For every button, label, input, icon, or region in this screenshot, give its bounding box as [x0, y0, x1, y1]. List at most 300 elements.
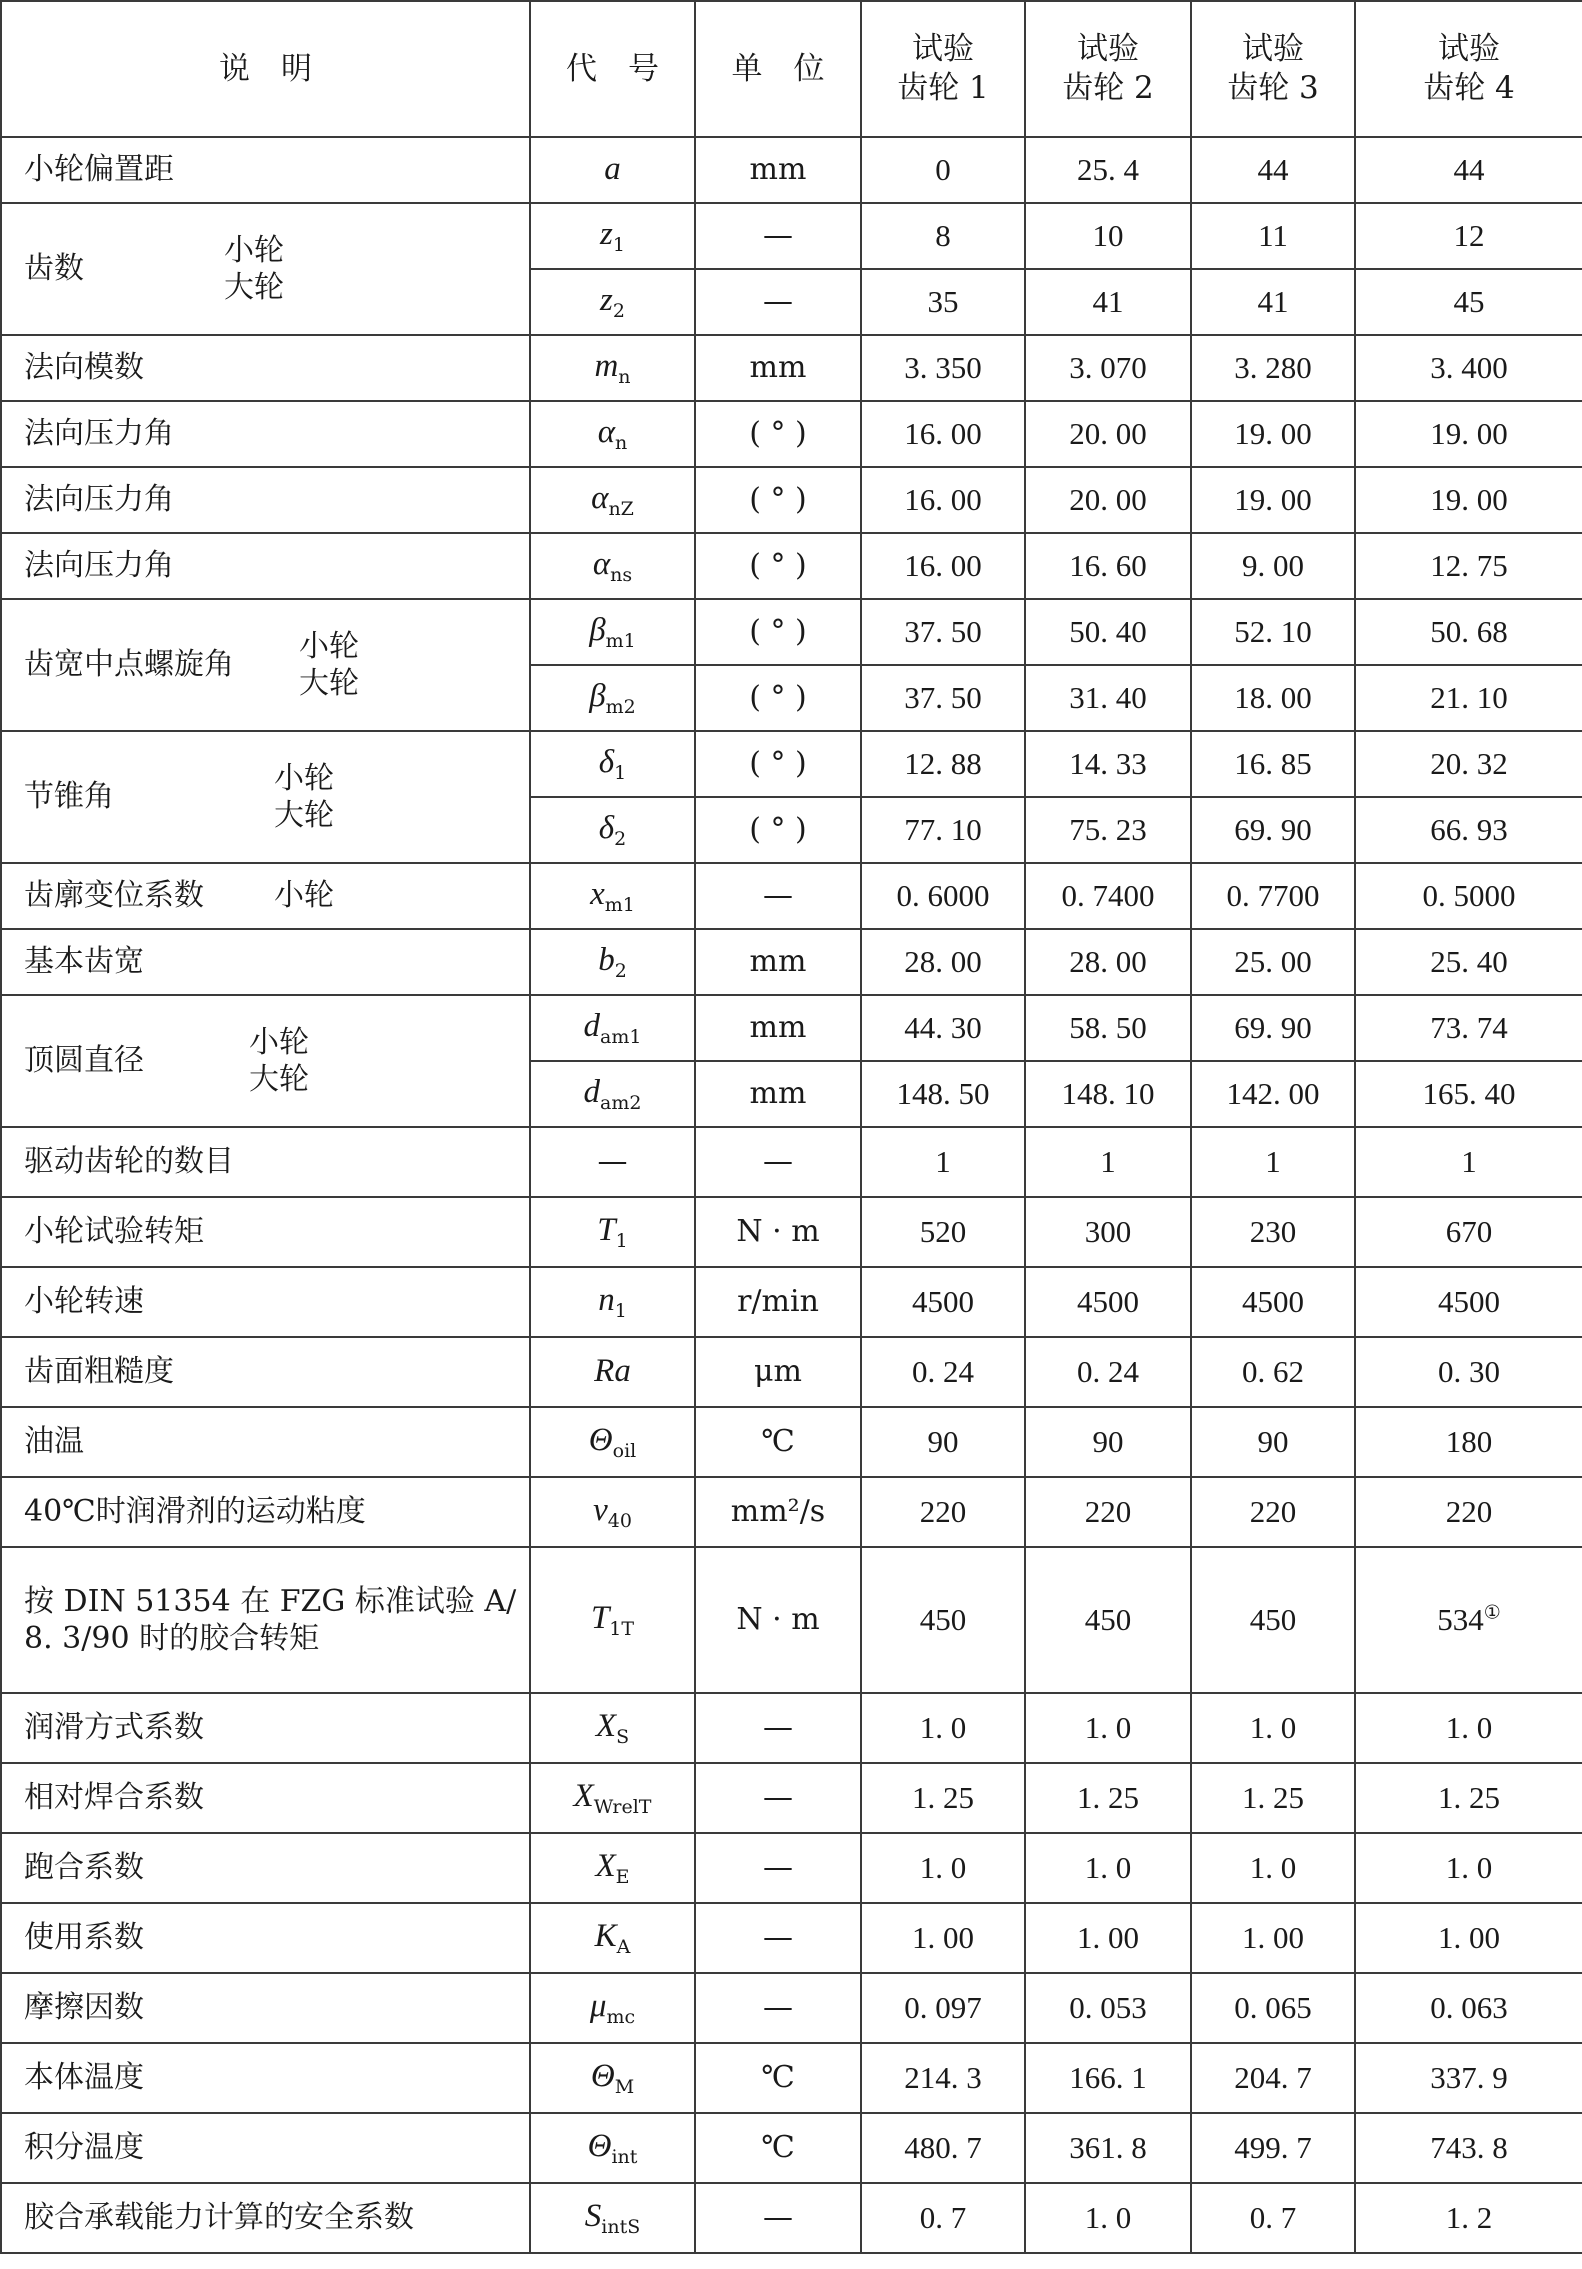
cell-value: 45 — [1453, 283, 1485, 319]
symbol-main: K — [594, 1918, 617, 1955]
cell-value: 3. 400 — [1430, 349, 1508, 385]
table-row — [1, 1763, 1582, 1833]
symbol-subscript: am2 — [600, 1092, 642, 1115]
gear-1-value — [861, 731, 1025, 797]
symbol-main: b — [598, 942, 615, 979]
cell-value: 300 — [1084, 1213, 1132, 1249]
table-row — [1, 1267, 1582, 1337]
row-unit: mm — [695, 995, 861, 1061]
cell-value: 520 — [919, 1213, 967, 1249]
gear-2-value — [1025, 401, 1191, 467]
symbol-main: X — [595, 1708, 617, 1745]
gear-4-value — [1355, 533, 1582, 599]
cell-value: 1. 0 — [1084, 1849, 1132, 1885]
cell-value: 0. 7400 — [1061, 877, 1155, 913]
cell-value: 180 — [1445, 1423, 1493, 1459]
row-symbol — [530, 863, 695, 929]
cell-value: 37. 50 — [904, 613, 982, 649]
gear-2-value — [1025, 1477, 1191, 1547]
gear-1-value — [861, 995, 1025, 1061]
row-symbol — [530, 1763, 695, 1833]
gear-1-value — [861, 1763, 1025, 1833]
gear-1-value — [861, 929, 1025, 995]
cell-value: 450 — [919, 1601, 967, 1637]
table-row — [1, 401, 1582, 467]
cell-value: 450 — [1084, 1601, 1132, 1637]
cell-value: 69. 90 — [1234, 1009, 1312, 1045]
gear-2-value — [1025, 1833, 1191, 1903]
table-row — [1, 137, 1582, 203]
row-description: 油温 — [1, 1407, 530, 1477]
description-sublabel: 小轮 — [274, 878, 334, 914]
row-unit: ℃ — [695, 1407, 861, 1477]
cell-value: 69. 90 — [1234, 811, 1312, 847]
gear-3-value — [1191, 1763, 1355, 1833]
row-unit: mm — [695, 335, 861, 401]
gear-1-value — [861, 2183, 1025, 2253]
cell-value: 0. 62 — [1242, 1353, 1304, 1389]
cell-value: 52. 10 — [1234, 613, 1312, 649]
cell-value: 19. 00 — [1430, 481, 1508, 517]
gear-3-value — [1191, 335, 1355, 401]
gear-3-value — [1191, 599, 1355, 665]
cell-value: 1. 00 — [1077, 1919, 1139, 1955]
cell-value: 1. 0 — [919, 1709, 967, 1745]
row-description: 润滑方式系数 — [1, 1693, 530, 1763]
gear-3-value — [1191, 1973, 1355, 2043]
cell-value: 28. 00 — [904, 943, 982, 979]
gear-4-value — [1355, 1973, 1582, 2043]
gear-2-value — [1025, 599, 1191, 665]
gear-3-value — [1191, 995, 1355, 1061]
cell-value: 90 — [1257, 1423, 1289, 1459]
cell-value: 1 — [935, 1143, 951, 1179]
cell-value: 1. 2 — [1445, 2199, 1493, 2235]
description-main: 顶圆直径 — [24, 1043, 144, 1079]
cell-value: 20. 00 — [1069, 481, 1147, 517]
symbol-main: — — [597, 1144, 628, 1180]
gear-4-value — [1355, 1197, 1582, 1267]
symbol-subscript: M — [614, 2076, 635, 2099]
cell-value: 743. 8 — [1430, 2129, 1508, 2165]
table-body — [1, 137, 1582, 2253]
table-row — [1, 2183, 1582, 2253]
row-description: 基本齿宽 — [1, 929, 530, 995]
symbol-subscript: n — [615, 432, 628, 455]
row-unit: — — [695, 1903, 861, 1973]
gear-3-value — [1191, 1833, 1355, 1903]
symbol-main: α — [597, 414, 616, 451]
gear-1-value — [861, 665, 1025, 731]
row-symbol — [530, 467, 695, 533]
symbol-subscript: nZ — [608, 498, 634, 521]
row-symbol — [530, 665, 695, 731]
row-description: 小轮试验转矩 — [1, 1197, 530, 1267]
cell-value: 230 — [1249, 1213, 1297, 1249]
description-sublabel: 大轮 — [249, 1062, 309, 1097]
row-description: 40℃时润滑剂的运动粘度 — [1, 1477, 530, 1547]
header-symbol: 代 号 — [530, 1, 695, 137]
cell-value: 12. 88 — [904, 745, 982, 781]
symbol-main: d — [583, 1008, 601, 1045]
row-unit: mm²/s — [695, 1477, 861, 1547]
gear-2-value — [1025, 1547, 1191, 1693]
symbol-main: α — [591, 480, 609, 517]
symbol-subscript: 1 — [614, 762, 627, 785]
cell-value: 58. 50 — [1069, 1009, 1147, 1045]
table-row — [1, 467, 1582, 533]
row-description — [1, 995, 530, 1127]
footnote-marker: ① — [1483, 1602, 1501, 1624]
row-symbol — [530, 1693, 695, 1763]
header-gear-4: 试验 齿轮 4 — [1355, 1, 1582, 137]
row-symbol — [530, 1197, 695, 1267]
row-unit: — — [695, 1763, 861, 1833]
symbol-subscript: A — [616, 1936, 631, 1959]
gear-1-value — [861, 1197, 1025, 1267]
symbol-subscript: 1T — [609, 1618, 635, 1641]
gear-4-value — [1355, 203, 1582, 269]
row-unit: — — [695, 863, 861, 929]
table-row — [1, 335, 1582, 401]
row-symbol — [530, 1061, 695, 1127]
gear-4-value — [1355, 1833, 1582, 1903]
table-row — [1, 1903, 1582, 1973]
gear-3-value — [1191, 1693, 1355, 1763]
symbol-main: T — [597, 1212, 616, 1249]
gear-4-value — [1355, 269, 1582, 335]
gear-2-value — [1025, 269, 1191, 335]
gear-3-value — [1191, 863, 1355, 929]
cell-value: 148. 50 — [896, 1075, 990, 1111]
gear-2-value — [1025, 2113, 1191, 2183]
cell-value: 37. 50 — [904, 679, 982, 715]
row-description: 胶合承载能力计算的安全系数 — [1, 2183, 530, 2253]
cell-value: 10 — [1092, 217, 1124, 253]
symbol-main: d — [583, 1074, 601, 1111]
cell-value: 4500 — [1438, 1283, 1500, 1319]
gear-4-value — [1355, 1763, 1582, 1833]
gear-1-value — [861, 1477, 1025, 1547]
table-row — [1, 1407, 1582, 1477]
row-unit: mm — [695, 929, 861, 995]
gear-3-value — [1191, 1337, 1355, 1407]
row-symbol — [530, 1337, 695, 1407]
cell-value: 166. 1 — [1069, 2059, 1147, 2095]
cell-value: 0. 7 — [919, 2199, 967, 2235]
gear-4-value — [1355, 467, 1582, 533]
cell-value: 3. 350 — [904, 349, 982, 385]
row-description — [1, 599, 530, 731]
gear-1-value — [861, 401, 1025, 467]
gear-3-value — [1191, 2183, 1355, 2253]
row-symbol — [530, 599, 695, 665]
gear-2-value — [1025, 995, 1191, 1061]
row-symbol — [530, 533, 695, 599]
symbol-subscript: 1 — [615, 1230, 628, 1253]
gear-1-value — [861, 335, 1025, 401]
symbol-subscript: m2 — [605, 696, 636, 719]
cell-value: 1 — [1100, 1143, 1116, 1179]
gear-2-value — [1025, 1337, 1191, 1407]
gear-3-value — [1191, 1407, 1355, 1477]
row-symbol — [530, 2043, 695, 2113]
cell-value: 18. 00 — [1234, 679, 1312, 715]
gear-1-value — [861, 1903, 1025, 1973]
symbol-main: μ — [589, 1988, 607, 2025]
cell-value: 0 — [935, 151, 951, 187]
cell-value: 1. 00 — [1438, 1919, 1500, 1955]
row-symbol — [530, 401, 695, 467]
gear-2-value — [1025, 731, 1191, 797]
row-symbol — [530, 1127, 695, 1197]
gear-3-value — [1191, 929, 1355, 995]
row-unit: ℃ — [695, 2043, 861, 2113]
gear-1-value — [861, 137, 1025, 203]
cell-value: 1. 25 — [1077, 1779, 1139, 1815]
cell-value: 0. 097 — [904, 1989, 982, 2025]
cell-value: 0. 24 — [912, 1353, 974, 1389]
row-unit: ( ° ) — [695, 467, 861, 533]
row-description — [1, 1547, 530, 1693]
gear-2-value — [1025, 1407, 1191, 1477]
cell-value: 20. 32 — [1430, 745, 1508, 781]
cell-value: 25. 00 — [1234, 943, 1312, 979]
row-description: 跑合系数 — [1, 1833, 530, 1903]
row-symbol — [530, 797, 695, 863]
description-sublabel: 大轮 — [274, 798, 334, 833]
cell-value: 0. 30 — [1438, 1353, 1500, 1389]
cell-value: 0. 5000 — [1422, 877, 1516, 913]
cell-value: 12 — [1453, 217, 1485, 253]
gear-1-value — [861, 1547, 1025, 1693]
symbol-main: T — [590, 1600, 610, 1637]
gear-4-value — [1355, 2113, 1582, 2183]
row-description: 本体温度 — [1, 2043, 530, 2113]
row-unit: ( ° ) — [695, 533, 861, 599]
symbol-main: S — [584, 2198, 602, 2235]
cell-value: 148. 10 — [1061, 1075, 1155, 1111]
gear-4-value — [1355, 2183, 1582, 2253]
cell-value: 1. 25 — [912, 1779, 974, 1815]
gear-3-value — [1191, 731, 1355, 797]
row-symbol — [530, 1903, 695, 1973]
row-unit: — — [695, 1973, 861, 2043]
row-symbol — [530, 269, 695, 335]
cell-value: 1. 0 — [919, 1849, 967, 1885]
cell-value: 361. 8 — [1069, 2129, 1147, 2165]
symbol-subscript: m1 — [605, 630, 636, 653]
table-row — [1, 2113, 1582, 2183]
row-description: 法向压力角 — [1, 533, 530, 599]
description-sublabel: 大轮 — [224, 270, 284, 305]
cell-value: 0. 7700 — [1226, 877, 1320, 913]
gear-3-value — [1191, 1061, 1355, 1127]
cell-value: 1. 0 — [1445, 1849, 1493, 1885]
cell-value: 670 — [1445, 1213, 1493, 1249]
gear-2-value — [1025, 863, 1191, 929]
row-symbol — [530, 203, 695, 269]
row-symbol — [530, 995, 695, 1061]
cell-value: 9. 00 — [1242, 547, 1304, 583]
cell-value: 16. 85 — [1234, 745, 1312, 781]
row-description: 使用系数 — [1, 1903, 530, 1973]
cell-value: 450 — [1249, 1601, 1297, 1637]
cell-value: 66. 93 — [1430, 811, 1508, 847]
symbol-subscript: int — [611, 2146, 638, 2169]
description-line: 8. 3/90 时的胶合转矩 — [24, 1621, 320, 1656]
cell-value: 77. 10 — [904, 811, 982, 847]
description-sublabel: 大轮 — [299, 666, 359, 701]
gear-3-value — [1191, 1267, 1355, 1337]
row-symbol — [530, 335, 695, 401]
gear-4-value — [1355, 665, 1582, 731]
symbol-main: x — [590, 876, 605, 913]
symbol-main: a — [604, 151, 621, 188]
symbol-subscript: 2 — [612, 300, 625, 323]
gear-3-value — [1191, 2043, 1355, 2113]
cell-value: 3. 070 — [1069, 349, 1147, 385]
gear-2-value — [1025, 1061, 1191, 1127]
cell-value: 50. 40 — [1069, 613, 1147, 649]
symbol-main: α — [592, 546, 611, 583]
table-row — [1, 1973, 1582, 2043]
row-unit: — — [695, 269, 861, 335]
symbol-main: X — [573, 1778, 594, 1815]
gear-4-value — [1355, 137, 1582, 203]
gear-2-value — [1025, 335, 1191, 401]
gear-3-value — [1191, 269, 1355, 335]
description-main: 节锥角 — [24, 779, 114, 815]
description-sublabel: 小轮 — [249, 1024, 309, 1060]
symbol-subscript: intS — [601, 2216, 641, 2239]
row-description: 法向模数 — [1, 335, 530, 401]
gear-2-value — [1025, 1267, 1191, 1337]
cell-value: 1 — [1461, 1143, 1477, 1179]
row-symbol — [530, 1477, 695, 1547]
row-description: 摩擦因数 — [1, 1973, 530, 2043]
gear-2-value — [1025, 1763, 1191, 1833]
cell-value: 35 — [927, 283, 959, 319]
cell-value: 11 — [1258, 217, 1288, 253]
row-unit: μm — [695, 1337, 861, 1407]
cell-value: 4500 — [1077, 1283, 1139, 1319]
header-gear-2: 试验 齿轮 2 — [1025, 1, 1191, 137]
cell-value: 90 — [1092, 1423, 1124, 1459]
table-row — [1, 1127, 1582, 1197]
gear-4-value — [1355, 797, 1582, 863]
row-unit: mm — [695, 137, 861, 203]
symbol-main: δ — [598, 810, 615, 847]
header-desc: 说 明 — [1, 1, 530, 137]
cell-value: 4500 — [1242, 1283, 1304, 1319]
gear-4-value — [1355, 1337, 1582, 1407]
cell-value: 499. 7 — [1234, 2129, 1312, 2165]
row-description: 积分温度 — [1, 2113, 530, 2183]
gear-3-value — [1191, 1903, 1355, 1973]
row-symbol — [530, 2183, 695, 2253]
gear-2-value — [1025, 137, 1191, 203]
gear-3-value — [1191, 665, 1355, 731]
gear-4-value — [1355, 929, 1582, 995]
row-unit: ( ° ) — [695, 665, 861, 731]
cell-value: 204. 7 — [1234, 2059, 1312, 2095]
gear-3-value — [1191, 401, 1355, 467]
symbol-main: n — [598, 1282, 615, 1319]
gear-4-value — [1355, 1407, 1582, 1477]
header-unit: 单 位 — [695, 1, 861, 137]
gear-2-value — [1025, 1903, 1191, 1973]
gear-1-value — [861, 1127, 1025, 1197]
gear-4-value — [1355, 1127, 1582, 1197]
symbol-subscript: m1 — [604, 894, 635, 917]
symbol-subscript: WrelT — [593, 1796, 652, 1819]
cell-value: 165. 40 — [1422, 1075, 1516, 1111]
cell-value: 0. 24 — [1077, 1353, 1139, 1389]
gear-1-value — [861, 1833, 1025, 1903]
row-unit: r/min — [695, 1267, 861, 1337]
gear-4-value — [1355, 1547, 1582, 1693]
gear-3-value — [1191, 797, 1355, 863]
cell-value: 21. 10 — [1430, 679, 1508, 715]
cell-value: 0. 7 — [1249, 2199, 1297, 2235]
cell-value: 31. 40 — [1069, 679, 1147, 715]
gear-1-value — [861, 797, 1025, 863]
row-symbol — [530, 1547, 695, 1693]
gear-3-value — [1191, 203, 1355, 269]
cell-value: 8 — [935, 217, 951, 253]
gear-4-value — [1355, 1267, 1582, 1337]
gear-1-value — [861, 2113, 1025, 2183]
symbol-subscript: S — [616, 1726, 630, 1749]
gear-2-value — [1025, 929, 1191, 995]
cell-value: 0. 053 — [1069, 1989, 1147, 2025]
symbol-subscript: n — [618, 366, 631, 389]
table-row — [1, 533, 1582, 599]
row-unit: — — [695, 2183, 861, 2253]
cell-value: 12. 75 — [1430, 547, 1508, 583]
gear-3-value — [1191, 533, 1355, 599]
symbol-main: Ra — [594, 1353, 631, 1390]
gear-1-value — [861, 533, 1025, 599]
row-description: 相对焊合系数 — [1, 1763, 530, 1833]
row-symbol — [530, 1407, 695, 1477]
description-sublabels — [249, 1024, 309, 1099]
cell-value: 19. 00 — [1234, 481, 1312, 517]
symbol-main: β — [589, 612, 606, 649]
gear-1-value — [861, 1973, 1025, 2043]
gear-4-value — [1355, 401, 1582, 467]
row-unit: — — [695, 203, 861, 269]
gear-2-value — [1025, 533, 1191, 599]
gear-2-value — [1025, 2043, 1191, 2113]
description-sublabels — [274, 877, 334, 915]
cell-value: 41 — [1092, 283, 1124, 319]
gear-4-value — [1355, 1477, 1582, 1547]
table-row — [1, 1197, 1582, 1267]
cell-value: 16. 60 — [1069, 547, 1147, 583]
cell-value: 50. 68 — [1430, 613, 1508, 649]
cell-value: 142. 00 — [1226, 1075, 1320, 1111]
row-symbol — [530, 1267, 695, 1337]
cell-value: 41 — [1257, 283, 1289, 319]
cell-value: 75. 23 — [1069, 811, 1147, 847]
header-gear-1: 试验 齿轮 1 — [861, 1, 1025, 137]
symbol-subscript: 40 — [607, 1510, 632, 1533]
gear-2-value — [1025, 203, 1191, 269]
cell-value: 534 — [1437, 1601, 1484, 1637]
cell-value: 214. 3 — [904, 2059, 982, 2095]
